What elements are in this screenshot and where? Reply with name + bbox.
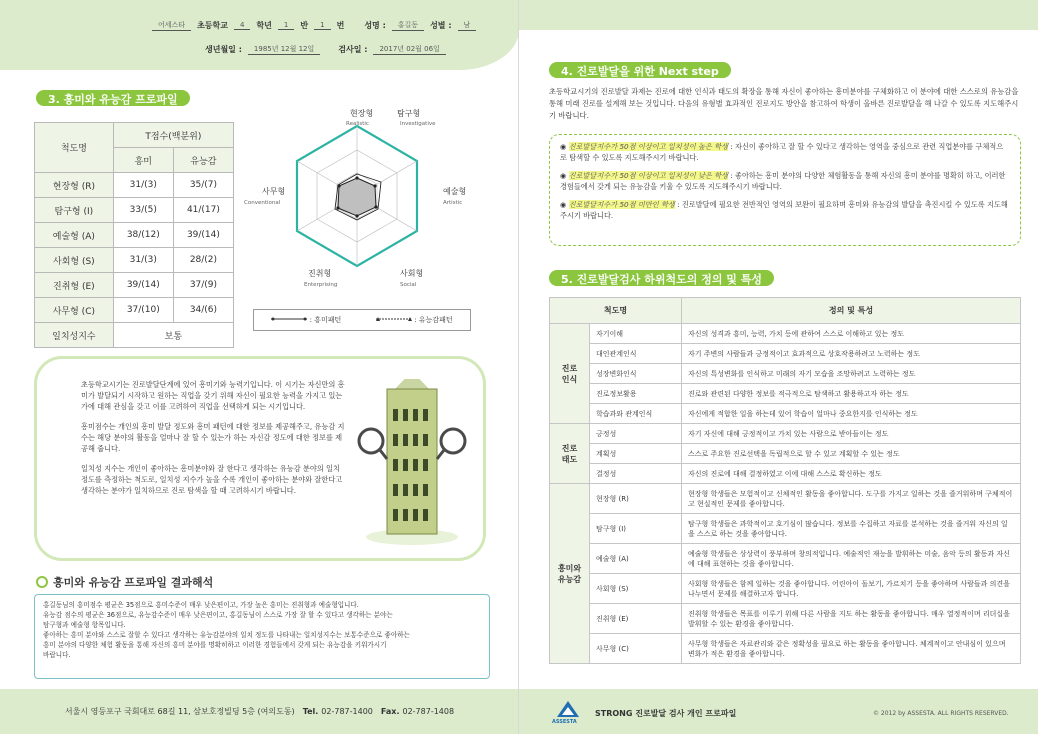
scale-name: 자기이해	[590, 324, 682, 344]
interest-value: 33/(5)	[113, 198, 173, 223]
table-row	[35, 198, 234, 223]
result-box	[34, 594, 490, 679]
scale-name: 성장변화인식	[590, 364, 682, 384]
scale-name: 예술형 (A)	[590, 544, 682, 574]
radar-label-s: 사회형	[400, 269, 424, 278]
interest-point	[373, 184, 376, 187]
guidance-tag: 진로발달지수가 50점 이상이고 일치성이 낮은 학생	[568, 171, 729, 180]
scale-definition: 자기 주변의 사람들과 긍정적이고 효과적으로 상호작용하려고 노력하는 정도	[682, 344, 1021, 364]
radar-label-s-en: Social	[400, 282, 417, 288]
scale-name: 현장형 (R)	[590, 484, 682, 514]
class-value: 1	[278, 21, 294, 30]
grade-label: 학년	[256, 21, 272, 30]
fit-value: 보통	[113, 323, 233, 348]
gender-label: 성별 :	[430, 21, 452, 30]
pencil-illustration	[357, 379, 467, 549]
assesta-logo-text: ASSESTA	[552, 719, 577, 725]
legend-interest-label: : 흥미패턴	[309, 316, 342, 324]
group-career-attitude: 진로 태도	[550, 424, 590, 484]
gender-value: 남	[458, 20, 477, 31]
radar-label-r-en: Realistic	[346, 121, 369, 127]
school-name: 어세스타	[152, 20, 191, 31]
scale-definition: 진취형 학생들은 목표를 이루기 위해 다른 사람을 지도 하는 활동을 좋아합니다. 매우 열정적이며 리더십을 발휘할 수 있는 환경을 좋아합니다.	[682, 604, 1021, 634]
result-line: 홍길동님의 흥미점수 평균은 35점으로 흥미수준이 매우 낮은편이고, 가장 높은 흥미는 진취형과 예술형입니다.	[43, 601, 359, 609]
result-line: 흥미 분야의 다양한 체험 활동을 통해 자신의 흥미 분야를 명확히하고 이러한 경험들에서 갖게 되는 유능감을 키워가시기	[43, 641, 387, 649]
row-name: 사무형 (C)	[35, 298, 114, 323]
tel-label: Tel.	[302, 707, 319, 716]
scale-definition: 자기 자신에 대해 긍정적이고 가치 있는 사람으로 받아들이는 정도	[682, 424, 1021, 444]
scale-name: 사무형 (C)	[590, 634, 682, 664]
magnifier-icon	[441, 429, 465, 453]
info-paragraph: 일치성 지수는 개인이 좋아하는 흥미분야와 잘 한다고 생각하는 유능감 분야의 일치 정도를 측정하는 척도로, 일치성 지수가 높을 수록 개인이 좋아하는 분야와 잘한다고 생각하는 분야가 일치하므로 진로 탐색을 할 때 고려하시기 바랍니다.	[81, 464, 343, 495]
birth-label: 생년월일 :	[205, 45, 242, 54]
section4-title: 4. 진로발달을 위한 Next step	[549, 62, 731, 78]
scale-definition: 자신의 성격과 흥미, 능력, 가치 등에 관하여 스스로 이해하고 있는 정도	[682, 324, 1021, 344]
result-line: 탐구형과 예술형 항목입니다.	[43, 621, 126, 629]
row-name: 예술형 (A)	[35, 223, 114, 248]
competence-value: 41/(17)	[173, 198, 233, 223]
profile-table	[34, 122, 234, 348]
bullet-icon: ◉	[560, 171, 567, 180]
scale-name: 진로정보활용	[590, 384, 682, 404]
interest-value: 37/(10)	[113, 298, 173, 323]
table-row	[35, 273, 234, 298]
col-t-header: T점수(백분위)	[113, 123, 233, 148]
info-text	[81, 379, 345, 505]
radar-label-c: 사무형	[262, 187, 286, 196]
row-name: 현장형 (R)	[35, 173, 114, 198]
definition-table	[549, 297, 1021, 664]
radar-label-e-en: Enterprising	[304, 282, 338, 288]
competence-value: 37/(9)	[173, 273, 233, 298]
radar-label-i: 탐구형	[397, 109, 421, 118]
legend-competence	[376, 315, 453, 325]
result-line: 바랍니다.	[43, 651, 71, 659]
scale-definition: 자신에게 적합한 일을 하는데 있어 학습이 얼마나 중요한지를 인식하는 정도	[682, 404, 1021, 424]
table-row	[550, 384, 1021, 404]
magnifier-icon	[359, 429, 383, 453]
radar-label-c-en: Conventional	[244, 200, 281, 206]
interest-point	[337, 184, 340, 187]
col-competence-header: 유능감	[173, 148, 233, 173]
scale-name: 대인관계인식	[590, 344, 682, 364]
table-row	[550, 324, 1021, 344]
table-row	[35, 223, 234, 248]
section4-intro: 초등학교시기의 진로발달 과제는 진로에 대한 인식과 태도의 확장을 통해 자신이 좋아하는 흥미분야를 구체화하고 이 분야에 대한 스스로의 유능감을 통해 미래 진로를 설계해 보는 것입니다. 다음의 유형별 효과적인 진로지도 방안을 참고하여 학생이 올바른 진로발달을 해 나갈 수 있도록 지도해주시기 바랍니다.	[549, 87, 1019, 120]
grade-value: 4	[234, 21, 250, 30]
group-interest-competence: 흥미와 유능감	[550, 484, 590, 664]
interest-value: 31/(3)	[113, 173, 173, 198]
guidance-box	[549, 134, 1021, 246]
interest-pattern	[338, 178, 376, 216]
info-box	[34, 356, 486, 561]
info-paragraph: 흥미점수는 개인의 흥미 발달 정도와 흥미 패턴에 대한 정보를 제공해주고, 유능감 지수는 해당 분야의 활동을 얼마나 잘 할 수 있는가 하는 자신감 정도에 대한 정보를 제공해 줍니다.	[81, 422, 345, 453]
scale-name: 사회형 (S)	[590, 574, 682, 604]
result-title	[36, 574, 213, 590]
school-type: 초등학교	[197, 21, 228, 30]
radar-legend	[253, 309, 471, 331]
interest-line-icon	[271, 316, 307, 322]
competence-value: 28/(2)	[173, 248, 233, 273]
number-label: 번	[336, 21, 345, 30]
copyright: © 2012 by ASSESTA. ALL RIGHTS RESERVED.	[873, 710, 1009, 717]
bullet-icon: ◉	[560, 142, 567, 151]
interest-value: 38/(12)	[113, 223, 173, 248]
footer-address: 서울시 영등포구 국회대로 68길 11, 삼보호정빌딩 5층 (여의도동)	[64, 707, 295, 716]
fax-value: 02-787-1408	[402, 707, 455, 716]
scale-name: 진취형 (E)	[590, 604, 682, 634]
scale-name: 탐구형 (I)	[590, 514, 682, 544]
info-paragraph: 초등학교시기는 진로발달단계에 있어 흥미기와 능력기입니다. 이 시기는 자신만의 흥미가 발달되기 시작하고 원하는 직업을 갖기 위해 자신이 필요한 능력을 가지고 있는가에 대해 관심을 갖고 이를 고려하여 직업을 선택하게 되는 시기입니다.	[81, 380, 345, 411]
birth-value: 1985년 12월 12일	[248, 44, 320, 55]
scale-definition: 진로와 관련된 다양한 정보를 적극적으로 탐색하고 활용하고자 하는 정도	[682, 384, 1021, 404]
table-row	[35, 248, 234, 273]
fit-row	[35, 323, 234, 348]
legend-competence-label: : 유능감패턴	[414, 316, 453, 324]
hexagon-radar-chart	[242, 106, 472, 306]
table-row	[550, 634, 1021, 664]
col-definition-header: 정의 및 특성	[682, 298, 1021, 324]
row-name: 탐구형 (I)	[35, 198, 114, 223]
table-row	[550, 574, 1021, 604]
scale-name: 결정성	[590, 464, 682, 484]
date-info-line	[205, 44, 446, 55]
result-title-text: 흥미와 유능감 프로파일 결과해석	[53, 576, 214, 589]
guidance-item	[560, 199, 1010, 221]
scale-name: 계획성	[590, 444, 682, 464]
table-row	[550, 464, 1021, 484]
table-row	[35, 173, 234, 198]
name-value: 홍길동	[392, 20, 424, 31]
guidance-item	[560, 141, 1010, 163]
table-row	[550, 484, 1021, 514]
result-line: 유능감 점수의 평균은 36점으로, 유능감수준이 매우 낮은편이고, 홍길동님이 스스로 가장 잘 할 수 있다고 생각하는 분야는	[43, 611, 393, 619]
legend-interest	[271, 315, 341, 325]
radar-label-a-en: Artistic	[443, 200, 463, 206]
table-row	[550, 444, 1021, 464]
table-row	[550, 344, 1021, 364]
row-name: 진취형 (E)	[35, 273, 114, 298]
guidance-text: : 진로발달에 필요한 전반적인 영역의 보완이 필요하며 흥미와 유능감의 발달을 촉진시킬 수 있도록 지도해주시기 바랍니다.	[560, 200, 1008, 220]
table-row	[550, 424, 1021, 444]
competence-line-icon	[376, 316, 412, 322]
radar-label-r: 현장형	[350, 109, 374, 118]
guidance-tag: 진로발달지수가 50점 이상이고 일치성이 높은 학생	[568, 142, 729, 151]
scale-definition: 탐구형 학생들은 과학적이고 호기심이 많습니다. 정보를 수집하고 자료를 분석하는 것을 즐거워 자신의 일을 스스로 하는 것을 좋아합니다.	[682, 514, 1021, 544]
radar-label-e: 진취형	[308, 269, 332, 278]
table-row	[550, 364, 1021, 384]
scale-definition: 자신의 특성변화를 인식하고 미래의 자기 모습을 조망하려고 노력하는 정도	[682, 364, 1021, 384]
guidance-item	[560, 170, 1010, 192]
radar-label-i-en: Investigative	[400, 121, 436, 127]
result-line: 좋아하는 흥미 분야와 스스로 잘할 수 있다고 생각하는 유능감분야의 일치 정도를 나타내는 일치성지수는 보통수준으로 좋아하는	[43, 631, 410, 639]
table-row	[550, 604, 1021, 634]
exam-value: 2017년 02월 06일	[373, 44, 445, 55]
bullet-icon: ◉	[560, 200, 567, 209]
scale-definition: 스스로 주요한 진로선택을 독립적으로 할 수 있고 계획할 수 있는 정도	[682, 444, 1021, 464]
interest-point	[355, 214, 358, 217]
exam-label: 검사일 :	[338, 45, 368, 54]
scale-name: 학습과와 관계인식	[590, 404, 682, 424]
scale-definition: 현장형 학생들은 모험적이고 신체적인 활동을 좋아합니다. 도구를 가지고 일하는 것을 즐거워하며 구체적이고 현실적인 문제를 좋아합니다.	[682, 484, 1021, 514]
col-scale-header: 척도명	[550, 298, 682, 324]
competence-value: 34/(6)	[173, 298, 233, 323]
interest-point	[336, 206, 339, 209]
fax-label: Fax.	[380, 707, 400, 716]
scale-name: 긍정성	[590, 424, 682, 444]
interest-value: 31/(3)	[113, 248, 173, 273]
name-label: 성명 :	[364, 21, 386, 30]
circle-bullet-icon	[36, 576, 48, 588]
interest-value: 39/(14)	[113, 273, 173, 298]
scale-definition: 사회형 학생들은 함께 일하는 것을 좋아합니다. 어린아이 돌보기, 가르치기 등을 좋아하며 사람들과 의견을 나누면서 문제를 해결하고자 합니다.	[682, 574, 1021, 604]
guidance-tag: 진로발달지수가 50점 미만인 학생	[568, 200, 675, 209]
scale-definition: 예술형 학생들은 상상력이 풍부하며 창의적입니다. 예술적인 재능을 발휘하는 미술, 음악 등의 활동과 자신에 대해 표현하는 것을 좋아합니다.	[682, 544, 1021, 574]
col-interest-header: 흥미	[113, 148, 173, 173]
pencil-tip	[395, 379, 429, 389]
table-row	[35, 298, 234, 323]
row-name: 사회형 (S)	[35, 248, 114, 273]
section3-title: 3. 흥미와 유능감 프로파일	[36, 90, 190, 106]
footer-right	[519, 689, 1038, 734]
right-header-band	[519, 0, 1038, 30]
fit-label: 일치성지수	[35, 323, 114, 348]
class-label: 반	[300, 21, 309, 30]
table-row	[550, 404, 1021, 424]
competence-value: 39/(14)	[173, 223, 233, 248]
footer-left	[0, 689, 519, 734]
product-name: STRONG 진로발달 검사 개인 프로파일	[595, 709, 737, 718]
radar-label-a: 예술형	[443, 187, 467, 196]
scale-definition: 자신의 진로에 대해 결정하였고 이에 대해 스스로 확신하는 정도	[682, 464, 1021, 484]
section5-title: 5. 진로발달검사 하위척도의 정의 및 특성	[549, 270, 774, 286]
interest-point	[374, 205, 377, 208]
group-career-awareness: 진로 인식	[550, 324, 590, 424]
table-row	[550, 544, 1021, 574]
tel-value: 02-787-1400	[321, 707, 373, 716]
right-page	[519, 0, 1038, 734]
competence-value: 35/(7)	[173, 173, 233, 198]
header-band	[0, 0, 519, 70]
guidance-text: : 좋아하는 흥미 분야의 다양한 체험활동을 통해 자신의 흥미 분야를 명확히 하고, 이러한 경험들에서 갖게 되는 유능감을 키울 수 있도록 지도해주시기 바랍니다.	[560, 171, 1006, 191]
col-scale-header: 척도명	[35, 123, 114, 173]
scale-definition: 사무형 학생들은 자료관리와 같은 정확성을 필요로 하는 활동을 좋아합니다. 체계적이고 안내심이 있으며 변화가 적은 환경을 좋아합니다.	[682, 634, 1021, 664]
number-value: 1	[314, 21, 330, 30]
interest-point	[355, 176, 358, 179]
student-info-line	[152, 20, 476, 31]
guidance-text: : 자신이 좋아하고 잘 할 수 있다고 생각하는 영역을 중심으로 관련 직업분야를 구체적으로 탐색할 수 있도록 지도해주시기 바랍니다.	[560, 142, 1004, 162]
table-row	[550, 514, 1021, 544]
